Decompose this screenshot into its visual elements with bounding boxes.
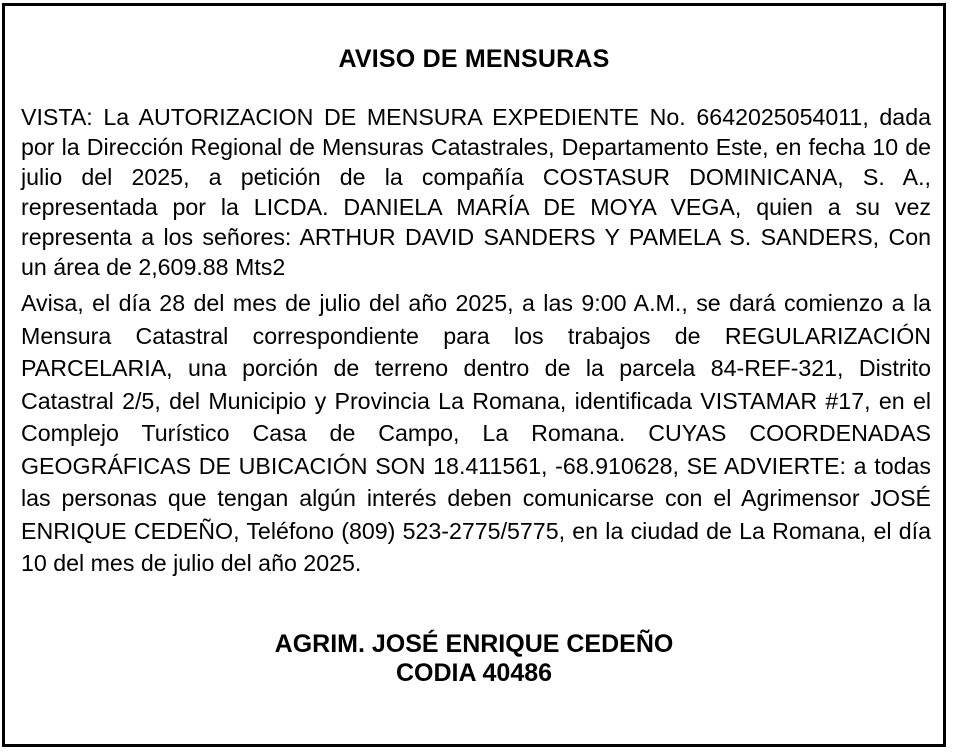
notice-paragraph-announcement: Avisa, el día 28 del mes de julio del año 2025, a las 9:00 A.M., se dará comienzo a la Mensura Catastral correspondiente para los trabajos de REGULARIZACIÓN PARCELARIA, una porción de terreno dentro de la parcela 84-REF-321, Distrito Catastral 2/5, del Municipio y Provincia La Romana, identificada VISTAMAR #17, en el Complejo Turístico Casa de Campo, La Romana. CUYAS COORDENADAS GEOGRÁFICAS DE UBICACIÓN SON 18.411561, -68.910628, SE ADVIERTE: a todas las personas que tengan algún interés deben comunicarse con el Agrimensor JOSÉ ENRIQUE CEDEÑO, Teléfono (809) 523-2775/5775, en la ciudad de La Romana, el día 10 del mes de julio del año 2025.: [21, 290, 931, 576]
signature-block: [5, 630, 943, 688]
signature-codia: CODIA 40486: [395, 659, 553, 687]
notice-paragraph-authorization: VISTA: La AUTORIZACION DE MENSURA EXPEDIENTE No. 6642025054011, dada por la Dirección Regional de Mensuras Catastrales, Departamento Este, en fecha 10 de julio del 2025, a petición de la compañía COSTASUR DOMINICANA, S. A., representada por la LICDA. DANIELA MARÍA DE MOYA VEGA, quien a su vez representa a los señores: ARTHUR DAVID SANDERS Y PAMELA S. SANDERS, Con un área de 2,609.88 Mts2: [21, 104, 931, 280]
signature-name: AGRIM. JOSÉ ENRIQUE CEDEÑO: [274, 630, 674, 658]
notice-box: [2, 3, 946, 747]
notice-title: AVISO DE MENSURAS: [338, 45, 610, 73]
